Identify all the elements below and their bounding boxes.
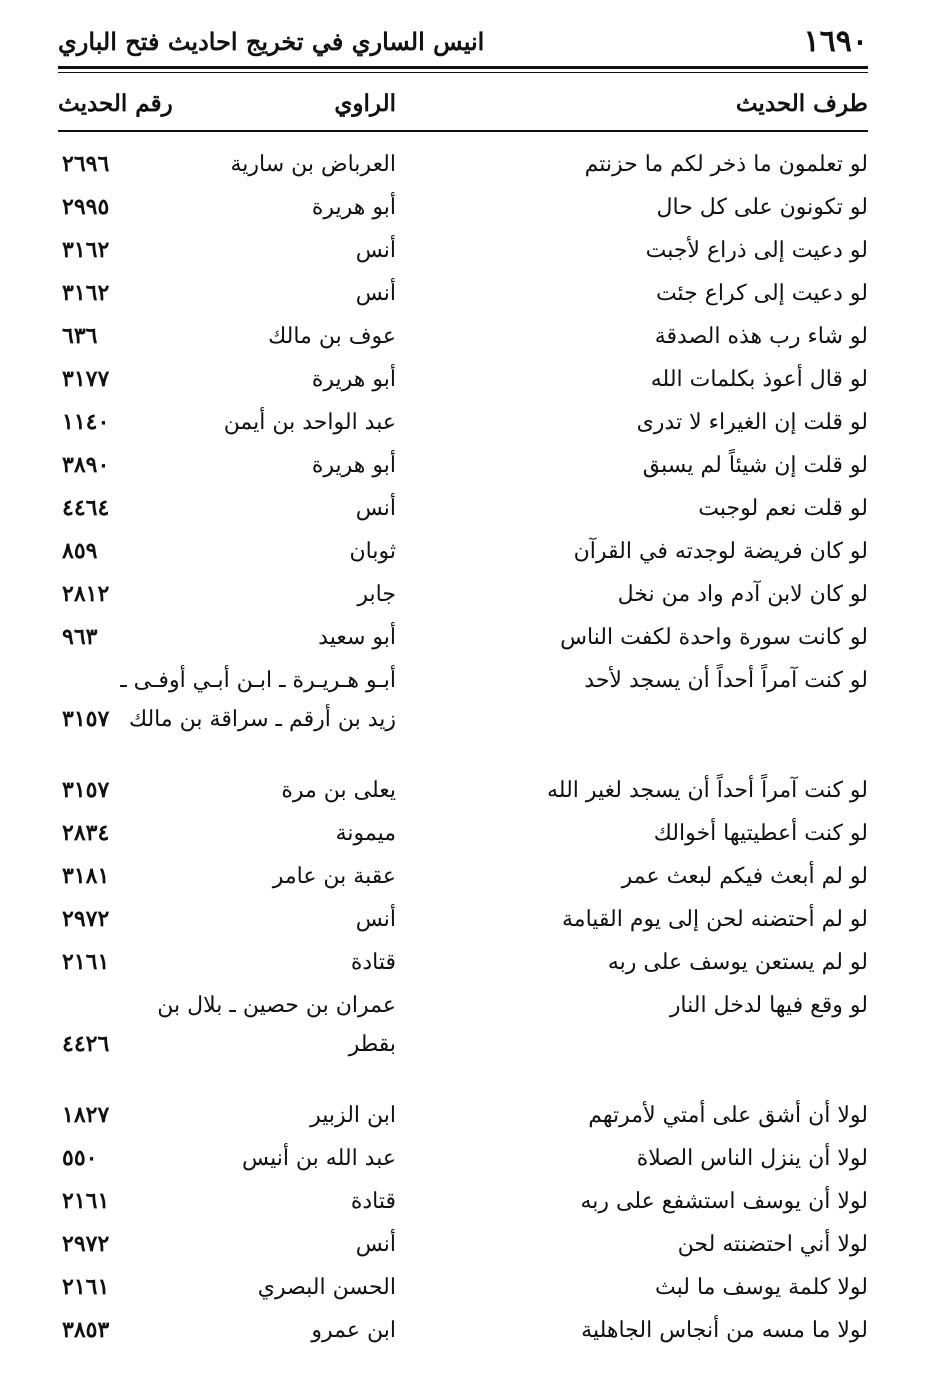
hadith-rawi: أبو سعيد bbox=[318, 625, 396, 650]
hadith-tarf: لولا كلمة يوسف ما لبث bbox=[655, 1275, 868, 1300]
column-header-rule bbox=[58, 130, 868, 132]
hadith-tarf: لو قلت إن شيئاً لم يسبق bbox=[642, 453, 868, 478]
table-row bbox=[58, 812, 868, 855]
hadith-tarf: لو تعلمون ما ذخر لكم ما حزنتم bbox=[584, 152, 868, 177]
hadith-rawi: ثوبان bbox=[349, 539, 396, 564]
hadith-rawi: عبد الواحد بن أيمن bbox=[223, 410, 396, 435]
hadith-rawi: أبو هريرة bbox=[311, 367, 396, 392]
hadith-tarf: لولا أن يوسف استشفع على ربه bbox=[580, 1189, 868, 1214]
table-row bbox=[58, 358, 868, 401]
hadith-tarf: لو شاء رب هذه الصدقة bbox=[654, 324, 868, 349]
hadith-tarf: لولا أن ينزل الناس الصلاة bbox=[636, 1146, 868, 1171]
table-row bbox=[58, 229, 868, 272]
hadith-raqm: ٢٦٩٦ bbox=[62, 151, 110, 177]
hadith-raqm: ٤٤٦٤ bbox=[62, 495, 110, 521]
hadith-rawi: عقبة بن عامر bbox=[272, 864, 396, 889]
table-row bbox=[58, 573, 868, 616]
hadith-rawi: أنس bbox=[355, 1232, 396, 1257]
hadith-raqm: ٢٩٩٥ bbox=[62, 194, 110, 220]
hadith-rawi: أنس bbox=[355, 238, 396, 263]
hadith-raqm: ٣١٧٧ bbox=[62, 366, 110, 392]
table-row bbox=[58, 272, 868, 315]
hadith-tarf: لو دعيت إلى كراع جئت bbox=[655, 281, 868, 306]
hadith-tarf: لو كانت سورة واحدة لكفت الناس bbox=[560, 625, 868, 650]
table-row bbox=[58, 659, 868, 769]
hadith-rawi: الحسن البصري bbox=[257, 1275, 396, 1300]
hadith-rawi: أبو هريرة bbox=[311, 453, 396, 478]
hadith-tarf: لو وقع فيها لدخل النار bbox=[669, 993, 868, 1018]
hadith-rawi: عبد الله بن أنيس bbox=[242, 1146, 396, 1171]
table-row bbox=[58, 1223, 868, 1266]
hadith-raqm: ١١٤٠ bbox=[62, 409, 110, 435]
hadith-rawi: أبو هريرة bbox=[311, 195, 396, 220]
hadith-tarf: لولا ما مسه من أنجاس الجاهلية bbox=[581, 1318, 868, 1343]
hadith-raqm: ٥٥٠ bbox=[62, 1145, 98, 1171]
hadith-rawi: عوف بن مالك bbox=[268, 324, 396, 349]
page-number: ١٦٩٠ bbox=[803, 24, 868, 59]
table-row bbox=[58, 898, 868, 941]
column-header-raqm: رقم الحديث bbox=[58, 90, 173, 117]
book-title: انيس الساري في تخريج احاديث فتح الباري bbox=[58, 27, 485, 56]
column-header-tarf: طرف الحديث bbox=[735, 90, 868, 117]
hadith-tarf: لو كان لابن آدم واد من نخل bbox=[617, 582, 868, 607]
hadith-rawi: أنس bbox=[355, 907, 396, 932]
hadith-tarf: لو تكونون على كل حال bbox=[656, 195, 868, 220]
column-headers bbox=[58, 84, 868, 124]
hadith-tarf: لو كان فريضة لوجدته في القرآن bbox=[573, 539, 868, 564]
table-row bbox=[58, 984, 868, 1094]
hadith-raqm: ٢٨١٢ bbox=[62, 581, 110, 607]
hadith-rawi: أبـو هـريـرة ـ ابـن أبـي أوفـى ـ bbox=[120, 668, 396, 693]
hadith-rawi: ابن الزبير bbox=[310, 1103, 396, 1128]
hadith-rawi: قتادة bbox=[350, 1189, 396, 1214]
hadith-tarf: لو لم يستعن يوسف على ربه bbox=[607, 950, 868, 975]
hadith-rawi: أنس bbox=[355, 496, 396, 521]
hadith-tarf: لو قلت إن الغيراء لا تدرى bbox=[636, 410, 868, 435]
hadith-rawi: يعلى بن مرة bbox=[281, 778, 396, 803]
table-row bbox=[58, 1266, 868, 1309]
hadith-tarf: لو لم أبعث فيكم لبعث عمر bbox=[621, 864, 868, 889]
hadith-raqm: ٢٩٧٢ bbox=[62, 1231, 110, 1257]
hadith-raqm: ٨٥٩ bbox=[62, 538, 98, 564]
hadith-rawi: بقطر bbox=[348, 1032, 396, 1057]
table-row bbox=[58, 1180, 868, 1223]
hadith-raqm: ٣١٦٢ bbox=[62, 280, 110, 306]
table-row bbox=[58, 401, 868, 444]
hadith-raqm: ٣٨٥٣ bbox=[62, 1317, 110, 1343]
table-row bbox=[58, 143, 868, 186]
hadith-tarf: لو قال أعوذ بكلمات الله bbox=[650, 367, 868, 392]
hadith-raqm: ٢١٦١ bbox=[62, 1188, 110, 1214]
table-row bbox=[58, 855, 868, 898]
hadith-raqm: ٣٨٩٠ bbox=[62, 452, 110, 478]
hadith-rawi: أنس bbox=[355, 281, 396, 306]
hadith-raqm: ٤٤٢٦ bbox=[62, 1031, 110, 1057]
hadith-tarf: لولا أني احتضنته لحن bbox=[677, 1232, 868, 1257]
hadith-tarf: لو كنت آمراً أحداً أن يسجد لأحد bbox=[584, 668, 868, 693]
hadith-rawi: ميمونة bbox=[335, 821, 396, 846]
table-row bbox=[58, 315, 868, 358]
hadith-raqm: ٦٣٦ bbox=[62, 323, 98, 349]
hadith-raqm: ٣١٦٢ bbox=[62, 237, 110, 263]
hadith-tarf: لو كنت آمراً أحداً أن يسجد لغير الله bbox=[546, 778, 868, 803]
hadith-raqm: ٩٦٣ bbox=[62, 624, 98, 650]
hadith-tarf: لو لم أحتضنه لحن إلى يوم القيامة bbox=[561, 907, 868, 932]
table-row bbox=[58, 487, 868, 530]
hadith-raqm: ٢٨٣٤ bbox=[62, 820, 110, 846]
hadith-rawi: زيد بن أرقم ـ سراقة بن مالك bbox=[128, 707, 396, 732]
hadith-rawi: جابر bbox=[357, 582, 396, 607]
hadith-rawi: ابن عمرو bbox=[311, 1318, 396, 1343]
table-row bbox=[58, 769, 868, 812]
hadith-raqm: ٣١٥٧ bbox=[62, 706, 110, 732]
running-header bbox=[58, 22, 868, 62]
hadith-rawi: العرباض بن سارية bbox=[230, 152, 396, 177]
hadith-raqm: ٣١٨١ bbox=[62, 863, 110, 889]
hadith-rawi: عمران بن حصين ـ بلال بن bbox=[157, 993, 396, 1018]
hadith-rawi: قتادة bbox=[350, 950, 396, 975]
hadith-raqm: ٢١٦١ bbox=[62, 949, 110, 975]
hadith-raqm: ٣١٥٧ bbox=[62, 777, 110, 803]
hadith-tarf: لو قلت نعم لوجبت bbox=[698, 496, 868, 521]
table-row bbox=[58, 1309, 868, 1352]
table-row bbox=[58, 616, 868, 659]
hadith-index-table bbox=[58, 143, 868, 1352]
table-row bbox=[58, 1094, 868, 1137]
table-row bbox=[58, 1137, 868, 1180]
column-header-rawi: الراوي bbox=[334, 90, 396, 117]
hadith-tarf: لو كنت أعطيتيها أخوالك bbox=[653, 821, 868, 846]
table-row bbox=[58, 941, 868, 984]
table-row bbox=[58, 186, 868, 229]
hadith-raqm: ١٨٢٧ bbox=[62, 1102, 110, 1128]
hadith-tarf: لولا أن أشق على أمتي لأمرتهم bbox=[588, 1103, 868, 1128]
hadith-raqm: ٢١٦١ bbox=[62, 1274, 110, 1300]
hadith-raqm: ٢٩٧٢ bbox=[62, 906, 110, 932]
table-row bbox=[58, 444, 868, 487]
table-row bbox=[58, 530, 868, 573]
header-rule-thin bbox=[58, 72, 868, 73]
header-rule bbox=[58, 66, 868, 69]
hadith-tarf: لو دعيت إلى ذراع لأجبت bbox=[645, 238, 868, 263]
